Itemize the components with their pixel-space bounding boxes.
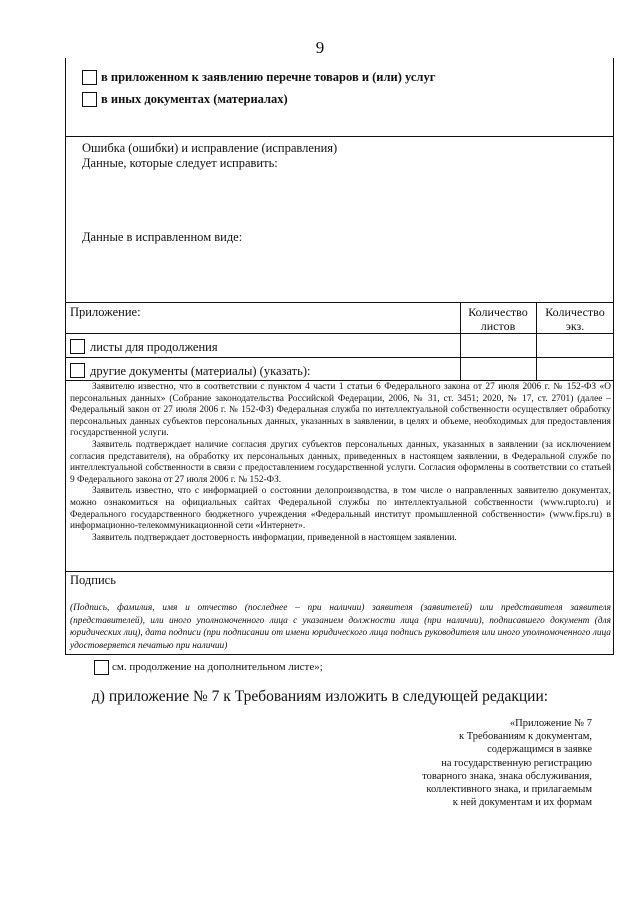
- legal-notice: [70, 382, 611, 544]
- check-label-other-docs: в иных документах (материалах): [101, 92, 288, 106]
- appendix-line: к Требованиям к документам,: [458, 731, 592, 743]
- divider-errors-top: [65, 136, 614, 137]
- check-label-goods-list: в приложенном к заявлению перечне товаров и (или) услуг: [101, 70, 436, 84]
- col-header-copies: Количество экз.: [545, 305, 605, 333]
- errors-corrected-label: Данные в исправленном виде:: [82, 230, 243, 244]
- checkbox-goods-list[interactable]: [82, 70, 97, 85]
- divider-attachments-top: [65, 302, 614, 303]
- row-sep-2: [65, 357, 614, 358]
- checkbox-continuation[interactable]: [94, 660, 109, 675]
- attachment-row-sheets: листы для продолжения: [90, 340, 218, 354]
- page-number: 9: [315, 38, 325, 57]
- col-header-sheets: Количество листов: [468, 305, 528, 333]
- appendix-line: коллективного знака, и прилагаемым: [426, 784, 592, 796]
- legal-paragraph: Заявитель подтверждает достоверность информации, приведенной в настоящем заявлении.: [92, 532, 457, 543]
- appendix-line: на государственную регистрацию: [441, 757, 592, 769]
- errors-title: Ошибка (ошибки) и исправление (исправления): [82, 141, 338, 155]
- appendix-line: к ней документам и их формам: [452, 797, 592, 809]
- checkbox-other-docs[interactable]: [82, 92, 97, 107]
- section-d-heading: д) приложение № 7 к Требованиям изложить в следующей редакции:: [91, 688, 549, 705]
- divider-legal-top: [65, 380, 614, 381]
- signature-note: (Подпись, фамилия, имя и отчество (последнее – при наличии) заявителя (заявителей) или представителя заявителя (представителей), или иного уполномоченного лица с указанием должности лица (при наличии), подписавшего документ (для юридических лиц), дата подписи (при подписании от имени юридического лица подпись руководителя или иного уполномоченного лица удостоверяется печатью при наличии): [70, 603, 611, 651]
- checkbox-other-documents[interactable]: [70, 363, 85, 378]
- frame-bottom: [65, 654, 614, 655]
- attachment-row-other: другие документы (материалы) (указать):: [90, 364, 311, 378]
- col-sep-1: [460, 302, 461, 380]
- appendix-line: «Приложение № 7: [509, 718, 592, 729]
- checkbox-continuation-sheets[interactable]: [70, 339, 85, 354]
- appendix-header: [392, 717, 592, 809]
- signature-label: Подпись: [70, 573, 116, 587]
- appendix-line: товарного знака, знака обслуживания,: [422, 770, 592, 782]
- legal-paragraph: Заявитель известно, что с информацией о состоянии делопроизводства, в том числе о направленных заявителю документах, можно ознакомиться на официальных сайтах Федеральной службы по интеллектуальной собственности (www.rupto.ru) и Федерального государственного бюджетного учреждения «Федеральный институт промышленной собственности» (www.fips.ru) в информационно-телекоммуникационной сети «Интернет».: [70, 486, 611, 532]
- legal-paragraph: Заявителю известно, что в соответствии с пунктом 4 части 1 статьи 6 Федерального закона от 27 июля 2006 г. № 152-ФЗ «О персональных данных» (Собрание законодательства Российской Федерации, 2006, № 31, ст. 3451; 2020, № 17, ст. 2701) (далее – Федеральный закон от 27 июля 2006 г. № 152-ФЗ) Федеральная служба по интеллектуальной собственности осуществляет обработку персональных данных субъектов персональных данных, указанных в заявлении, в целях и объеме, необходимых для предоставления государственной услуги.: [70, 382, 611, 439]
- legal-paragraph: Заявитель подтверждает наличие согласия других субъектов персональных данных, указанных в заявлении (за исключением согласия представителя), на обработку их персональных данных, приведенных в настоящем заявлении, в Федеральной службе по интеллектуальной собственности в связи с предоставлением государственной услуги. Согласия оформлены в соответствии со статьей 9 Федерального закона от 27 июля 2006 г. № 152-ФЗ.: [70, 439, 611, 485]
- divider-signature-top: [65, 571, 614, 572]
- row-sep-1: [65, 333, 614, 334]
- attachments-label: Приложение:: [70, 305, 141, 319]
- continuation-text: см. продолжение на дополнительном листе»;: [112, 661, 323, 673]
- errors-to-fix-label: Данные, которые следует исправить:: [82, 156, 278, 170]
- appendix-line: содержащимся в заявке: [487, 744, 592, 756]
- col-sep-2: [536, 302, 537, 380]
